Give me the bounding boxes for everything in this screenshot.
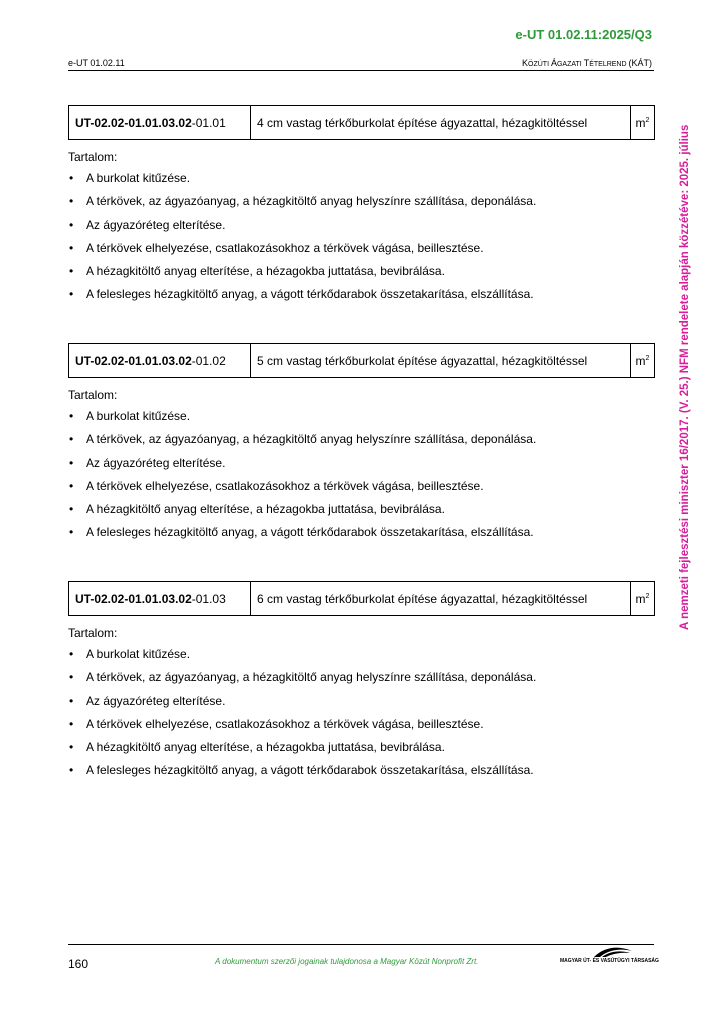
list-item: • Az ágyazóréteg elterítése.: [68, 217, 654, 233]
item-description: 4 cm vastag térkőburkolat építése ágyazattal, hézagkitöltéssel: [251, 106, 631, 140]
item-code: [69, 582, 251, 616]
company-logo: [560, 945, 659, 971]
list-item: • A felesleges hézagkitöltő anyag, a vágott térkődarabok összetakarítása, elszállítása.: [68, 286, 654, 302]
content-list: [68, 408, 654, 540]
copyright-notice: A dokumentum szerzői jogainak tulajdonosa a Magyar Közút Nonprofit Zrt.: [215, 957, 479, 966]
unit-base: m: [635, 115, 646, 130]
header-right-label: [522, 58, 652, 68]
content-list: [68, 646, 654, 778]
list-item: • Az ágyazóréteg elterítése.: [68, 693, 654, 709]
unit-exponent: 2: [645, 592, 650, 600]
header-right-t-rest: ÉTELREND: [589, 61, 629, 68]
item-code-bold: UT-02.02-01.01.03.02: [75, 115, 192, 130]
list-item: • A térkövek elhelyezése, csatlakozásokhoz a térkövek vágása, beillesztése.: [68, 240, 654, 256]
item-description: 6 cm vastag térkőburkolat építése ágyazattal, hézagkitöltéssel: [251, 582, 631, 616]
item-unit: [631, 344, 655, 378]
header-right-kat: (KÁT): [628, 58, 652, 68]
header-right-a: Á: [550, 58, 557, 68]
content-label: Tartalom:: [68, 150, 118, 164]
document-id: e-UT 01.02.11:2025/Q3: [515, 27, 652, 42]
item-header-table: [68, 105, 655, 140]
item-code: [69, 344, 251, 378]
unit-base: m: [635, 591, 646, 606]
item-description: 5 cm vastag térkőburkolat építése ágyazattal, hézagkitöltéssel: [251, 344, 631, 378]
list-item: • A térkövek elhelyezése, csatlakozásokhoz a térkövek vágása, beillesztése.: [68, 716, 654, 732]
header-right-k-rest: ÖZÚTI: [528, 61, 551, 68]
list-item: • A térkövek, az ágyazóanyag, a hézagkitöltő anyag helyszínre szállítása, deponálása.: [68, 669, 654, 685]
item-code-suffix: -01.02: [191, 353, 226, 368]
list-item: • A burkolat kitűzése.: [68, 646, 654, 662]
list-item: • A burkolat kitűzése.: [68, 408, 654, 424]
list-item: • A burkolat kitűzése.: [68, 170, 654, 186]
item-code: [69, 106, 251, 140]
page-number: 160: [68, 957, 89, 971]
list-item: • A térkövek, az ágyazóanyag, a hézagkitöltő anyag helyszínre szállítása, deponálása.: [68, 431, 654, 447]
list-item: • A hézagkitöltő anyag elterítése, a hézagokba juttatása, bevibrálása.: [68, 739, 654, 755]
header-right-a-rest: GAZATI: [556, 61, 584, 68]
header-right-k: K: [522, 58, 529, 68]
item-code-suffix: -01.03: [191, 591, 226, 606]
item-code-bold: UT-02.02-01.01.03.02: [75, 353, 192, 368]
header-divider: [68, 70, 654, 71]
unit-base: m: [635, 353, 646, 368]
content-label: Tartalom:: [68, 626, 118, 640]
road-swoosh-icon: [560, 945, 654, 959]
list-item: • Az ágyazóréteg elterítése.: [68, 455, 654, 471]
work-item-3: [68, 581, 654, 786]
work-item-1: [68, 105, 654, 310]
header-left-label: e-UT 01.02.11: [68, 58, 125, 68]
list-item: • A térkövek elhelyezése, csatlakozásokhoz a térkövek vágása, beillesztése.: [68, 478, 654, 494]
logo-text: MAGYAR ÚT- ÉS VASÚTÜGYI TÁRSASÁG: [560, 958, 659, 964]
unit-exponent: 2: [645, 354, 650, 362]
item-header-table: [68, 343, 655, 378]
item-unit: [631, 582, 655, 616]
list-item: • A felesleges hézagkitöltő anyag, a vágott térkődarabok összetakarítása, elszállítása.: [68, 524, 654, 540]
item-unit: [631, 106, 655, 140]
item-header-table: [68, 581, 655, 616]
list-item: • A térkövek, az ágyazóanyag, a hézagkitöltő anyag helyszínre szállítása, deponálása.: [68, 193, 654, 209]
work-item-2: [68, 343, 654, 548]
item-code-suffix: -01.01: [191, 115, 226, 130]
unit-exponent: 2: [645, 116, 650, 124]
content-label: Tartalom:: [68, 388, 118, 402]
side-publication-note: A nemzeti fejlesztési miniszter 16/2017. (V. 25.) NFM rendelete alapján közzétéve: 2025. július: [679, 124, 691, 630]
list-item: • A felesleges hézagkitöltő anyag, a vágott térkődarabok összetakarítása, elszállítása.: [68, 762, 654, 778]
header-right-t: T: [583, 58, 590, 68]
list-item: • A hézagkitöltő anyag elterítése, a hézagokba juttatása, bevibrálása.: [68, 501, 654, 517]
item-code-bold: UT-02.02-01.01.03.02: [75, 591, 192, 606]
list-item: • A hézagkitöltő anyag elterítése, a hézagokba juttatása, bevibrálása.: [68, 263, 654, 279]
content-list: [68, 170, 654, 302]
